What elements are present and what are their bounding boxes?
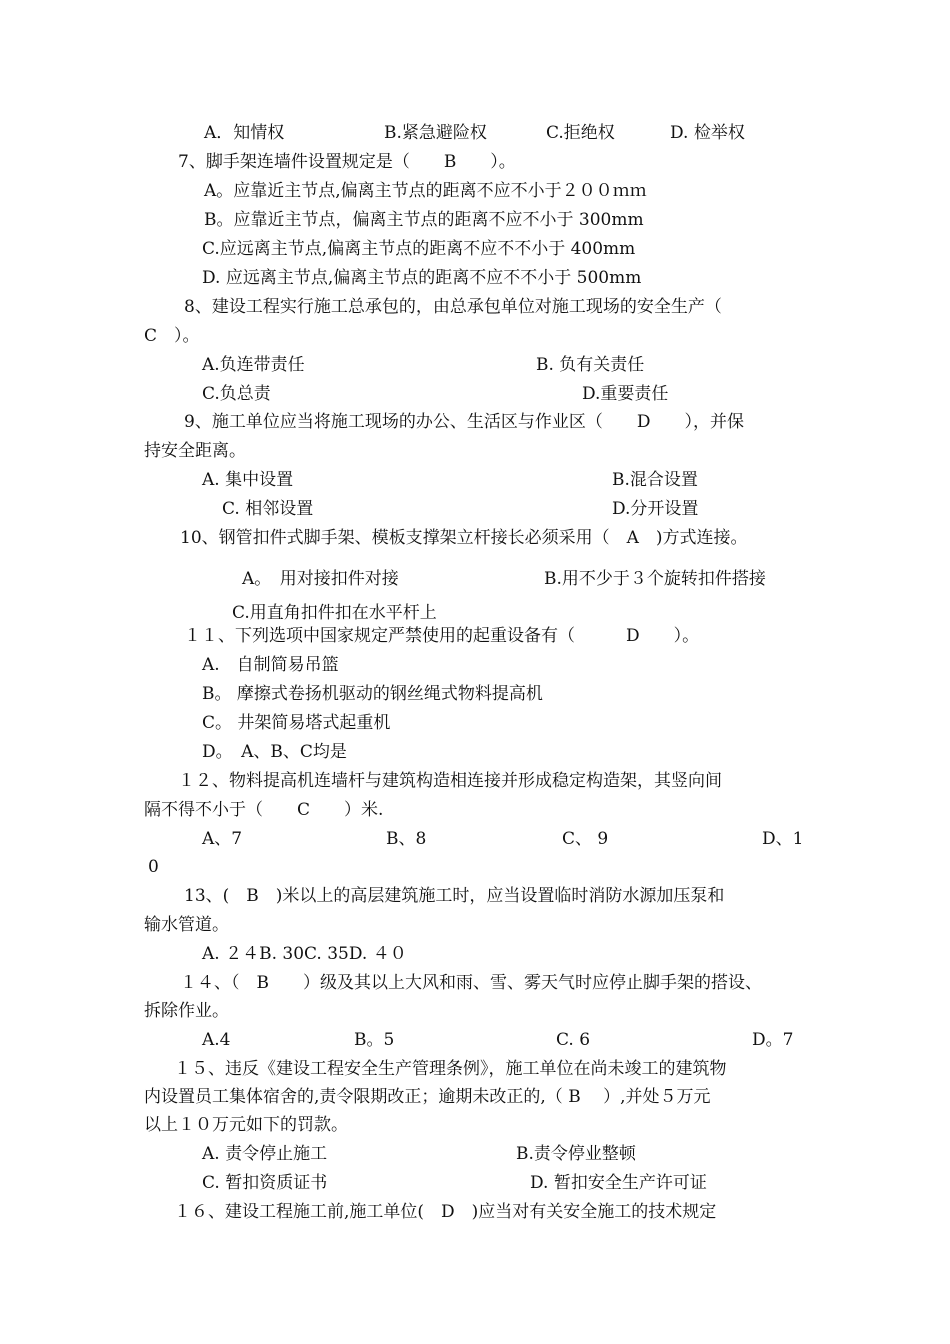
question-14-stem-continued: 拆除作业。	[144, 1001, 229, 1021]
question-7-option-d: D. 应远离主节点,偏离主节点的距离不应不不小于 500mm	[202, 268, 642, 288]
question-15-stem: １５、违反《建设工程安全生产管理条例》，施工单位在尚未竣工的建筑物	[174, 1059, 727, 1079]
option-a: A。 用对接扣件对接	[242, 569, 399, 589]
option-d: D. 检举权	[670, 123, 745, 143]
question-7-option-b: B。应靠近主节点，偏离主节点的距离不应不小于 300mm	[204, 210, 644, 230]
option-a: A、7	[202, 829, 243, 849]
option-c: C.拒绝权	[546, 123, 615, 143]
option-c: C.负总责	[202, 384, 271, 404]
question-13-stem-continued: 输水管道。	[144, 915, 229, 935]
option-d: D。7	[752, 1030, 794, 1050]
question-11-option-a: A. 自制简易吊篮	[202, 655, 339, 675]
question-16-stem: １６、建设工程施工前,施工单位( D )应当对有关安全施工的技术规定	[174, 1202, 717, 1222]
question-12-option-d-continued: 0	[148, 857, 159, 877]
question-15-stem-line-2: 内设置员工集体宿舍的,责令限期改正；逾期未改正的,（ B ）,并处５万元	[144, 1087, 711, 1107]
option-d: D、1	[762, 829, 804, 849]
option-d: D. 暂扣安全生产许可证	[530, 1173, 707, 1193]
option-b: B.紧急避险权	[384, 123, 487, 143]
option-c: C、 9	[562, 829, 609, 849]
question-11-stem: １１、下列选项中国家规定严禁使用的起重设备有（ D ）。	[184, 626, 700, 646]
question-12-stem-continued: 隔不得不小于（ C ）米.	[144, 800, 384, 820]
question-12-stem: １２、物料提高机连墙杆与建筑构造相连接并形成稳定构造架，其竖向间	[178, 771, 722, 791]
question-10-option-c: C.用直角扣件扣在水平杆上	[232, 603, 437, 623]
question-13-stem: 13、( B )米以上的高层建筑施工时，应当设置临时消防水源加压泵和	[184, 886, 725, 906]
option-d: D.重要责任	[582, 384, 669, 404]
question-7-stem: 7、脚手架连墙件设置规定是（ B ）。	[178, 152, 516, 172]
question-7-option-c: C.应远离主节点,偏离主节点的距离不应不不小于 400mm	[202, 239, 636, 259]
option-a: A.4	[202, 1030, 231, 1050]
question-14-stem: １４、（ B ）级及其以上大风和雨、雪、雾天气时应停止脚手架的搭设、	[180, 973, 762, 993]
question-8-stem-continued: C ）。	[144, 326, 200, 346]
question-15-stem-line-3: 以上１０万元如下的罚款。	[144, 1115, 348, 1135]
question-10-stem: 10、钢管扣件式脚手架、模板支撑架立杆接长必须采用（ A )方式连接。	[180, 528, 748, 548]
option-b: B.混合设置	[612, 470, 698, 490]
option-c: C. 暂扣资质证书	[202, 1173, 328, 1193]
option-a: A.负连带责任	[202, 355, 305, 375]
question-9-stem-continued: 持安全距离。	[144, 441, 246, 461]
question-11-option-b: B。 摩擦式卷扬机驱动的钢丝绳式物料提高机	[202, 684, 543, 704]
option-b: B.用不少于３个旋转扣件搭接	[544, 569, 766, 589]
question-13-options: A. ２４B. 30C. 35D. ４０	[202, 944, 407, 964]
option-b: B.责令停业整顿	[516, 1144, 636, 1164]
option-a: A．知情权	[204, 123, 285, 143]
option-c: C. 相邻设置	[222, 499, 314, 519]
option-a: A. 集中设置	[202, 470, 294, 490]
question-8-stem: 8、建设工程实行施工总承包的，由总承包单位对施工现场的安全生产（	[184, 297, 722, 317]
question-11-option-d: D。 A、B、C均是	[202, 742, 347, 762]
option-a: A. 责令停止施工	[202, 1144, 328, 1164]
question-7-option-a: A。应靠近主节点,偏离主节点的距离不应不小于２００ｍｍ	[204, 181, 647, 201]
question-11-option-c: C。 井架简易塔式起重机	[202, 713, 391, 733]
option-b: B、8	[386, 829, 427, 849]
option-c: C. 6	[556, 1030, 591, 1050]
option-b: B. 负有关责任	[536, 355, 645, 375]
question-9-stem: 9、施工单位应当将施工现场的办公、生活区与作业区（ D ），并保	[184, 412, 744, 432]
option-b: B。5	[354, 1030, 395, 1050]
option-d: D.分开设置	[612, 499, 699, 519]
